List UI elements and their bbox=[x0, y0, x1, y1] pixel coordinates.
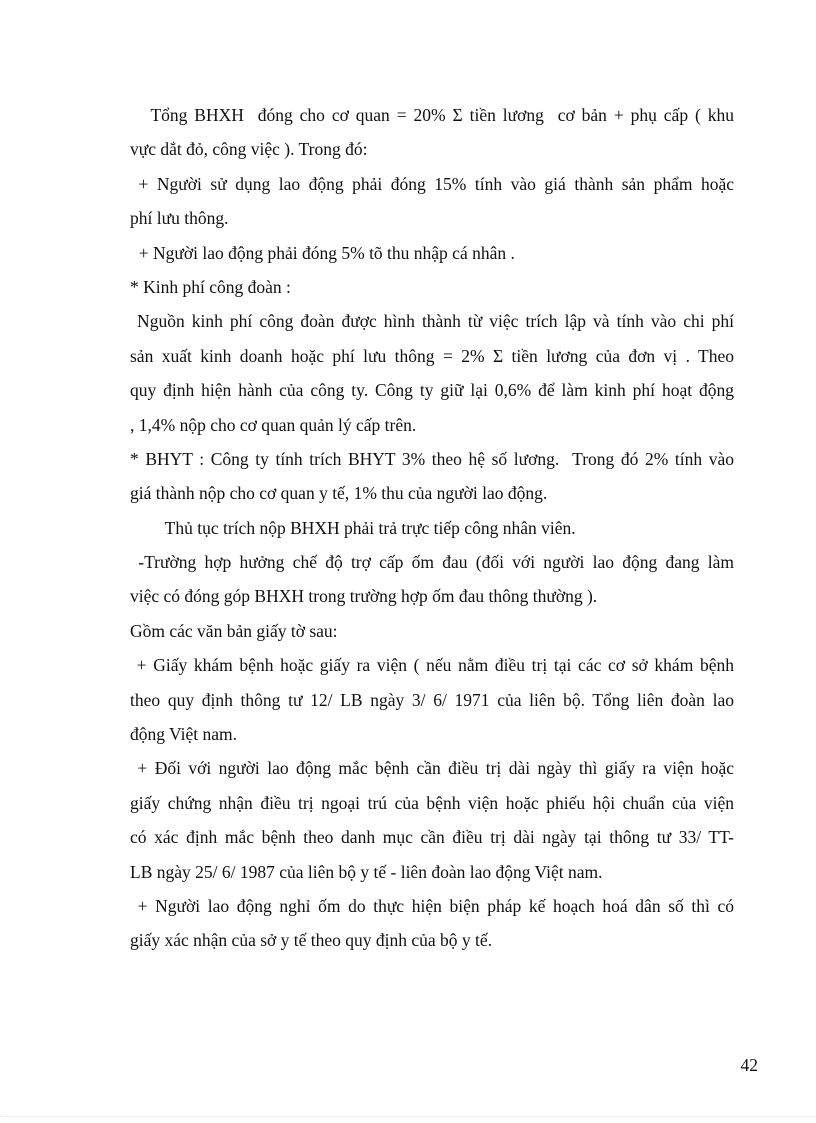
text-line: giá thành nộp cho cơ quan y tế, 1% thu của người lao động. bbox=[130, 483, 548, 504]
text-line: theo quy định thông tư 12/ LB ngày 3/ 6/ 1971 của liên bộ. Tổng liên đoàn lao bbox=[130, 689, 734, 710]
text-line: Tổng BHXH đóng cho cơ quan = 20% Σ tiền lương cơ bản + phụ cấp ( khu bbox=[130, 105, 734, 125]
text-line: Nguồn kinh phí công đoàn được hình thành từ việc trích lập và tính vào chi phí bbox=[130, 311, 734, 332]
text-line: việc có đóng góp BHXH trong trường hợp ốm đau thông thường ). bbox=[130, 586, 598, 607]
text-line: động Việt nam. bbox=[130, 724, 238, 745]
text-line: sản xuất kinh doanh hoặc phí lưu thông = 2% Σ tiền lương của đơn vị . Theo bbox=[130, 345, 734, 366]
text-line: + Người lao động nghỉ ốm do thực hiện biện pháp kế hoạch hoá dân số thì có bbox=[130, 895, 734, 916]
text-line: + Người sử dụng lao động phải đóng 15% tính vào giá thành sản phẩm hoặc bbox=[130, 173, 734, 194]
page-number: 42 bbox=[740, 1055, 758, 1075]
text-line: -Trường hợp hưởng chế độ trợ cấp ốm đau (đối với người lao động đang làm bbox=[130, 552, 734, 573]
section-heading: * Kinh phí công đoàn : bbox=[130, 276, 291, 297]
text-line: + Giấy khám bệnh hoặc giấy ra viện ( nếu nằm điều trị tại các cơ sở khám bệnh bbox=[130, 655, 734, 676]
text-line: + Người lao động phải đóng 5% tõ thu nhập cá nhân . bbox=[130, 242, 515, 263]
text-line: LB ngày 25/ 6/ 1987 của liên bộ y tế - liên đoàn lao động Việt nam. bbox=[130, 861, 603, 882]
text-line: quy định hiện hành của công ty. Công ty giữ lại 0,6% để làm kinh phí hoạt động bbox=[130, 380, 734, 401]
text-line: Gồm các văn bản giấy tờ sau: bbox=[130, 620, 338, 641]
text-line: giấy xác nhận của sở y tế theo quy định của bộ y tế. bbox=[130, 930, 493, 951]
text-line: , 1,4% nộp cho cơ quan quản lý cấp trên. bbox=[130, 414, 417, 435]
text-line: giấy chứng nhận điều trị ngoại trú của bệnh viện hoặc phiếu hội chuẩn của viện bbox=[130, 792, 734, 813]
text-line: * BHYT : Công ty tính trích BHYT 3% theo hệ số lương. Trong đó 2% tính vào bbox=[130, 448, 734, 469]
footer-divider bbox=[0, 1116, 816, 1117]
text-line: + Đối với người lao động mắc bệnh cần điều trị dài ngày thì giấy ra viện hoặc bbox=[130, 758, 734, 779]
text-line: phí lưu thông. bbox=[130, 208, 229, 229]
document-body bbox=[130, 98, 734, 958]
text-line: có xác định mắc bệnh theo danh mục cần điều trị dài ngày tại thông tư 33/ TT- bbox=[130, 827, 734, 848]
text-line: Thủ tục trích nộp BHXH phải trả trực tiếp công nhân viên. bbox=[130, 517, 576, 538]
text-line: vực dắt đỏ, công việc ). Trong đó: bbox=[130, 139, 368, 160]
